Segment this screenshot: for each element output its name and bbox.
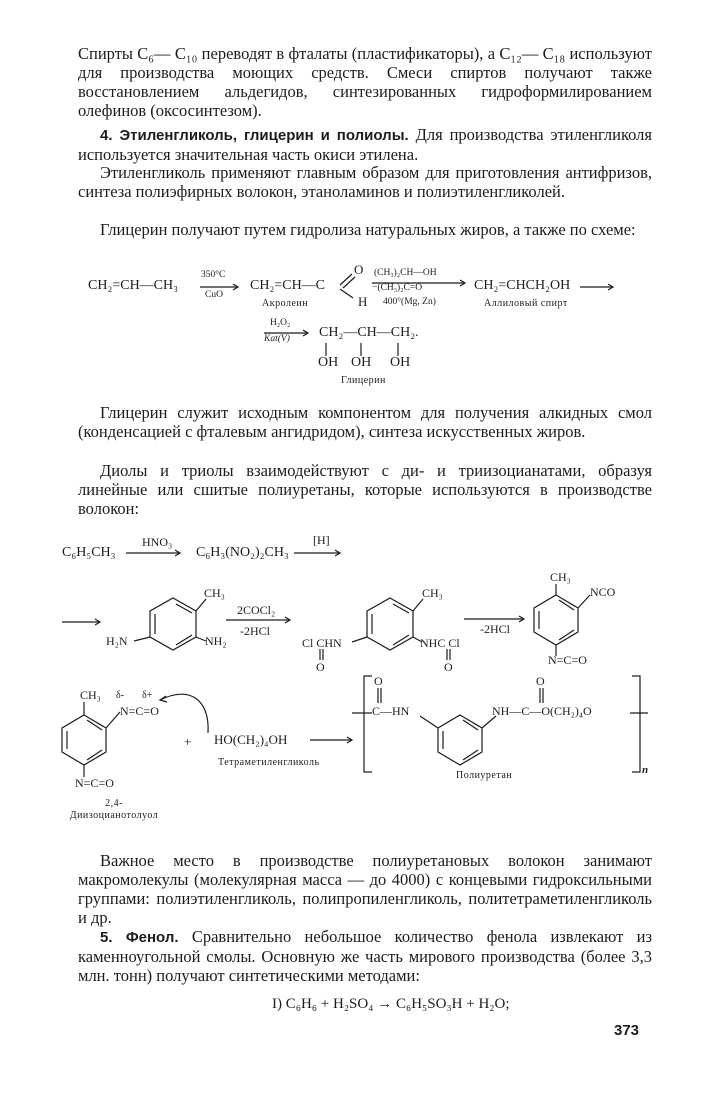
- clchn: Cl CHN: [302, 636, 342, 650]
- glycerol-label: Глицерин: [341, 375, 386, 386]
- poly-nh-c-o: NH—C—O(CH₂)₄O: [492, 704, 592, 718]
- equation-1: I) C₆H₆ + H₂SO₄ → C₆H₅SO₃H + H₂O;: [272, 996, 510, 1012]
- tetramethylene-label: Тетраметиленгликоль: [218, 757, 320, 768]
- o-b: O: [444, 660, 453, 674]
- plus-sign: +: [184, 734, 192, 749]
- section-4-text: Для производства этиленгликоля используется значительная часть окиси этилена.: [78, 125, 652, 164]
- cond2-mid: −(CH₃)₂C=O: [372, 283, 423, 293]
- toluene: C₆H₅CH₃: [62, 545, 116, 560]
- paragraph-ethylene-glycol: Этиленгликоль применяют главным образом для приготовления антифризов, синтеза полиэфирных волокон, этаноламинов и полиэтиленгликолей.: [78, 163, 652, 201]
- nco-label: NCO: [590, 585, 616, 599]
- paragraph-diols: Диолы и триолы взаимодействуют с ди- и триизоцианатами, образуя линейные или сшитые полиуретаны, которые используются в производстве волокон:: [78, 461, 652, 518]
- propylene: CH₂=CH—CH₃: [88, 278, 179, 293]
- poly-c-hn: C—HN: [372, 704, 410, 718]
- ch3-a: CH₃: [204, 586, 225, 600]
- h2n: H₂N: [106, 634, 128, 648]
- acrolein-o: O: [354, 262, 364, 277]
- nco-bottom: N=C=O: [548, 653, 587, 667]
- phosgene: 2COCl₂: [237, 603, 276, 617]
- oh-3: OH: [390, 355, 411, 370]
- nhccl: NHC Cl: [420, 636, 460, 650]
- delta-minus: δ-: [116, 690, 125, 701]
- section-4-heading: 4. Этиленгликоль, глицерин и полиолы.: [100, 127, 409, 144]
- page-number: 373: [614, 1022, 640, 1039]
- section-5-text: Сравнительно небольшое количество фенола извлекают из каменноугольной смолы. Основную же часть мирового производства (более 3,3 млн. тонн) получают синтетическими методами:: [78, 927, 652, 985]
- cond3-top: H₂O₂: [270, 318, 291, 328]
- delta-plus: δ+: [142, 690, 153, 701]
- poly-o-left: O: [374, 674, 383, 688]
- cond3-bottom: Kat(V): [264, 334, 290, 344]
- o-a: O: [316, 660, 325, 674]
- poly-o-right: O: [536, 674, 545, 688]
- paragraph-alcohols: Спирты C₆— C₁₀ переводят в фталаты (пластификаторы), а C₁₂— C₁₈ используют для производства моющих средств. Смеси спиртов получают также восстановлением альдегидов, синтезированных гидроформилированием олефинов (оксосинтезом).: [78, 44, 652, 120]
- acrolein-h: H: [358, 294, 368, 309]
- ch3-d: CH₃: [80, 688, 101, 702]
- glycerol-chain: CH₂—CH—CH₂.: [319, 325, 419, 340]
- cond1-top: 350°C: [201, 270, 226, 280]
- hydrogen-label: [H]: [313, 533, 330, 547]
- acrolein: CH₂=CH—C: [250, 278, 326, 293]
- nh2: NH₂: [205, 634, 227, 648]
- allyl-label: Аллиловый спирт: [484, 298, 568, 309]
- minus-2hcl-a: -2HCl: [240, 624, 270, 638]
- nco-2: N=C=O: [120, 704, 159, 718]
- paragraph-glycerin: Глицерин получают путем гидролиза натуральных жиров, а также по схеме:: [100, 220, 636, 239]
- allyl-alcohol: CH₂=CHCH₂OH: [474, 278, 571, 293]
- section-5: [78, 927, 652, 985]
- cond2-bottom: 400°(Mg, Zn): [383, 297, 436, 307]
- dinitrotoluene: C₆H₃(NO₂)₂CH₃: [196, 545, 289, 560]
- ch3-c: CH₃: [550, 570, 571, 584]
- diisocyanate-label: 2,4-Диизоцианотолуол: [69, 798, 159, 821]
- acrolein-label: Акролеин: [262, 298, 309, 309]
- butanediol: HO(CH₂)₄OH: [214, 732, 288, 747]
- nco-3: N=C=O: [75, 776, 114, 790]
- oh-2: OH: [351, 355, 372, 370]
- polyurethane-label: Полиуретан: [456, 770, 513, 781]
- minus-2hcl-b: -2HCl: [480, 622, 510, 636]
- section-5-heading: 5. Фенол.: [100, 929, 179, 946]
- hno3: HNO₃: [142, 535, 173, 549]
- cond2-top: (CH₃)₂CH—OH: [374, 268, 437, 278]
- cond1-bottom: CuO: [205, 290, 223, 300]
- ch3-b: CH₃: [422, 586, 443, 600]
- oh-1: OH: [318, 355, 339, 370]
- paragraph-polyurethane: Важное место в производстве полиуретановых волокон занимают макромолекулы (молекулярная масса — до 4000) с концевыми гидроксильными группами: полиэтиленгликоль, полипропиленгликоль, политетраметиленгликоль и др.: [78, 851, 652, 927]
- n-subscript: n: [642, 764, 649, 776]
- paragraph-glycerin-use: Глицерин служит исходным компонентом для получения алкидных смол (конденсацией с фталевым ангидридом), синтеза искусственных жиров.: [78, 403, 652, 441]
